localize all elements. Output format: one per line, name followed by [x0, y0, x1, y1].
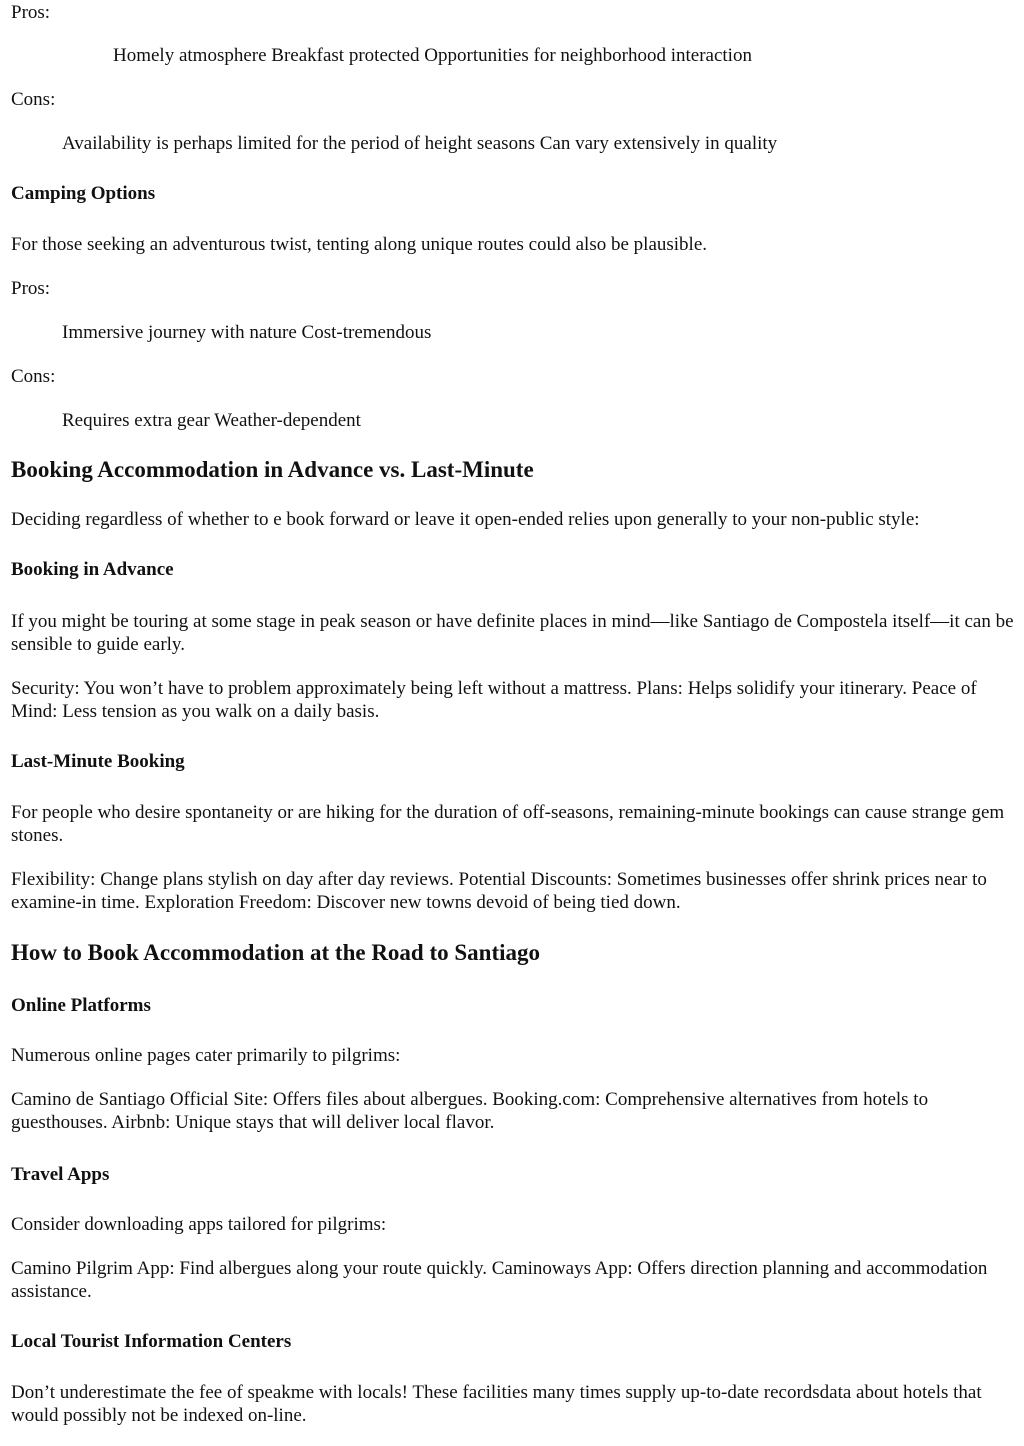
online-intro: Numerous online pages cater primarily to pilgrims: [11, 1045, 401, 1066]
last-minute-intro: For people who desire spontaneity or are hiking for the duration of off-seasons, remaining-minute bookings can cause strange gem stones. [11, 802, 1005, 846]
cons-label: Cons: [11, 89, 56, 110]
pros-label: Pros: [11, 2, 51, 23]
centers-heading: Local Tourist Information Centers [11, 1331, 292, 1352]
camping-pros-label: Pros: [11, 278, 51, 299]
advance-points: Security: You won’t have to problem approximately being left without a mattress. Plans: Helps solidify your itinerary. Peace of Mind: Less tension as you walk on a daily basis. [11, 678, 977, 722]
advance-heading: Booking in Advance [11, 559, 174, 580]
booking-intro: Deciding regardless of whether to e book forward or leave it open-ended relies upon generally to your non-public style: [11, 509, 920, 530]
apps-points: Camino Pilgrim App: Find albergues along your route quickly. Caminoways App: Offers direction planning and accommodation assistance. [11, 1258, 988, 1302]
advance-intro: If you might be touring at some stage in peak season or have definite places in mind—like Santiago de Compostela itself—it can be sensible to guide early. [11, 611, 1014, 655]
pros-list: Homely atmosphere Breakfast protected Opportunities for neighborhood interaction [113, 45, 752, 66]
camping-cons-label: Cons: [11, 366, 56, 387]
camping-heading: Camping Options [11, 183, 156, 204]
apps-heading: Travel Apps [11, 1164, 110, 1185]
camping-pros-list: Immersive journey with nature Cost-tremendous [62, 322, 432, 343]
cons-list: Availability is perhaps limited for the period of height seasons Can vary extensively in quality [62, 133, 778, 154]
camping-cons-list: Requires extra gear Weather-dependent [62, 410, 361, 431]
booking-heading: Booking Accommodation in Advance vs. Last-Minute [11, 457, 534, 482]
centers-text: Don’t underestimate the fee of speakme with locals! These facilities many times supply up-to-date recordsdata about hotels that would possibly not be indexed on-line. [11, 1382, 982, 1426]
camping-intro: For those seeking an adventurous twist, tenting along unique routes could also be plausible. [11, 234, 708, 255]
last-minute-heading: Last-Minute Booking [11, 751, 185, 772]
online-heading: Online Platforms [11, 995, 151, 1016]
last-minute-points: Flexibility: Change plans stylish on day after day reviews. Potential Discounts: Sometimes businesses offer shrink prices near to examine-in time. Exploration Freedom: Discover new towns devoid of being tied down. [11, 869, 987, 913]
online-points: Camino de Santiago Official Site: Offers files about albergues. Booking.com: Comprehensive alternatives from hotels to guesthouses. Airbnb: Unique stays that will deliver local flavor. [11, 1089, 929, 1133]
how-to-heading: How to Book Accommodation at the Road to Santiago [11, 940, 541, 965]
apps-intro: Consider downloading apps tailored for pilgrims: [11, 1214, 387, 1235]
